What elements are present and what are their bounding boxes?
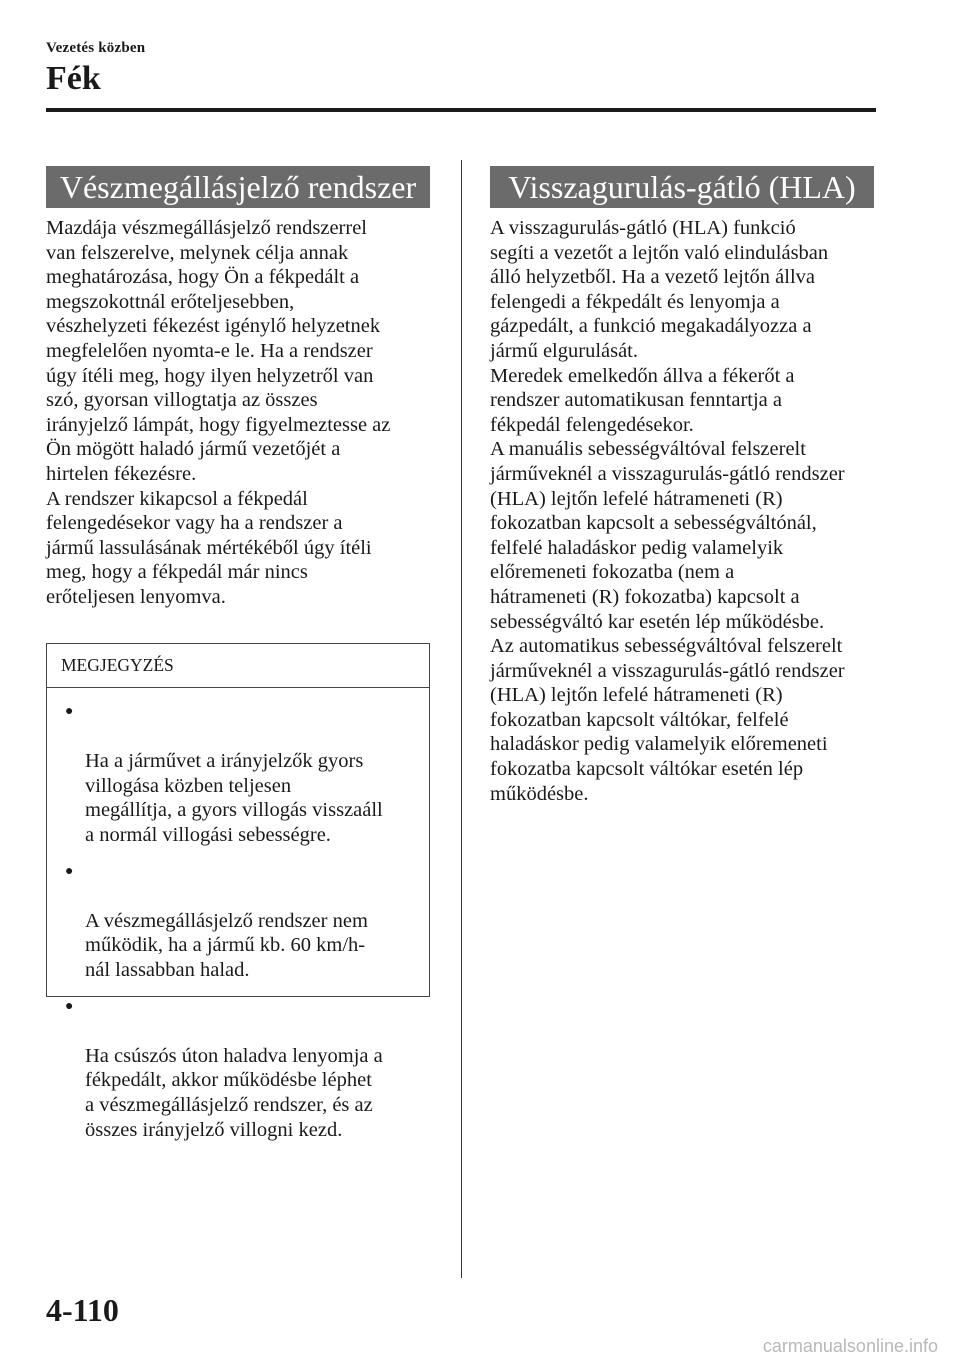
note-item-text: Ha a járművet a irányjelzők gyors villogása közben teljesen megállítja, a gyors villogás visszaáll a normál villogási sebességre. (85, 750, 383, 846)
bullet-icon: ● (65, 704, 74, 719)
hazard-warning-heading: Vészmegállásjelző rendszer (46, 166, 430, 208)
watermark: carmanualsonline.info (762, 1336, 938, 1356)
page-title: Fék (46, 60, 101, 97)
note-title: MEGJEGYZÉS (47, 644, 429, 688)
hill-launch-assist-body: A visszagurulás-gátló (HLA) funkció segíti a vezetőt a lejtőn való elindulásban álló helyzetből. Ha a vezető lejtőn állva felengedi a fékpedált és lenyomja a gázpedált, a funkció megakadályozza a jármű elgurulását. Meredek emelkedőn állva a fékerőt a rendszer automatikusan fenntartja a fékpedál felengedésekor. A manuális sebességváltóval felszerelt járműveknél a visszagurulás-gátló rendszer (HLA) lejtőn lefelé hátrameneti (R) fokozatban kapcsolt a sebességváltónál, felfelé haladáskor pedig valamelyik előremeneti fokozatba (nem a hátrameneti (R) fokozatba) kapcsolt a sebességváltó kar esetén lép működésbe. Az automatikus sebességváltóval felszerelt járműveknél a visszagurulás-gátló rendszer (HLA) lejtőn lefelé hátrameneti (R) fokozatban kapcsolt váltókar, felfelé haladáskor pedig valamelyik előremeneti fokozatba kapcsolt váltókar esetén lép működésbe. (490, 217, 845, 805)
note-item (61, 700, 419, 848)
left-column (46, 166, 430, 610)
note-item-text: A vészmegállásjelző rendszer nem működik, ha a jármű kb. 60 km/h- nál lassabban halad. (85, 909, 368, 981)
note-item (61, 860, 419, 983)
title-rule (46, 108, 876, 112)
column-divider (461, 160, 462, 1278)
right-column (490, 166, 876, 806)
note-item (61, 995, 419, 1143)
hill-launch-assist-heading: Visszagurulás-gátló (HLA) (490, 166, 874, 208)
note-item-text: Ha csúszós úton haladva lenyomja a fékpedált, akkor működésbe léphet a vészmegállásjelző rendszer, és az összes irányjelző villogni kezd. (85, 1044, 383, 1141)
bullet-icon: ● (65, 863, 74, 879)
page-number: 4-110 (46, 1292, 119, 1328)
note-list (47, 688, 429, 1142)
section-label: Vezetés közben (46, 40, 146, 56)
hazard-warning-body: Mazdája vészmegállásjelző rendszerrel van felszerelve, melynek célja annak meghatározása, hogy Ön a fékpedált a megszokottnál erőteljesebben, vészhelyzeti fékezést igénylő helyzetnek megfelelően nyomta-e le. Ha a rendszer úgy ítéli meg, hogy ilyen helyzetről van szó, gyorsan villogtatja az összes irányjelző lámpát, hogy figyelmeztesse az Ön mögött haladó jármű vezetőjét a hirtelen fékezésre. A rendszer kikapcsol a fékpedál felengedésekor vagy ha a rendszer a jármű lassulásának mértékéből úgy ítéli meg, hogy a fékpedál már nincs erőteljesen lenyomva. (46, 217, 391, 608)
note-box (46, 643, 430, 1141)
bullet-icon: ● (65, 998, 74, 1014)
